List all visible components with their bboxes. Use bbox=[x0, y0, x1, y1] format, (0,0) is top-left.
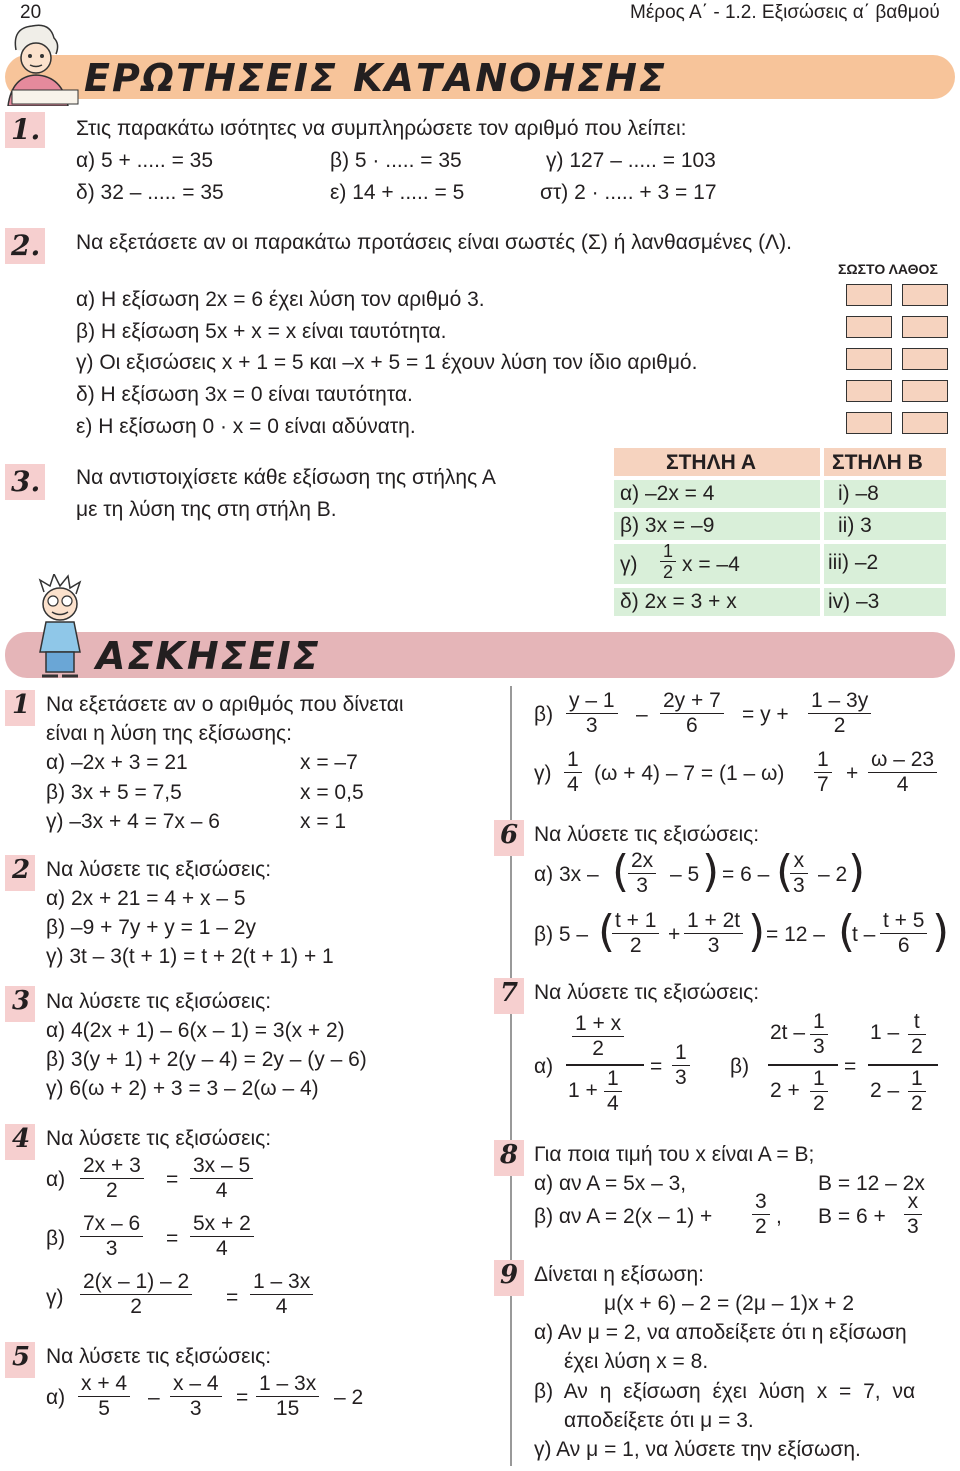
ex4-label-b: β) bbox=[46, 1227, 66, 1250]
table-cell-a1: α) –2x = 4 bbox=[620, 482, 715, 505]
true-checkbox-a[interactable] bbox=[846, 284, 892, 306]
table-cell-a3-fraction: $\frac{1}{2}$ bbox=[660, 541, 676, 582]
ex6-b-t: t – bbox=[852, 923, 876, 946]
ex6-b-fraction-1: $\frac{t + 1}{2}$ bbox=[612, 909, 659, 958]
ex5-line1: Να λύσετε τις εξισώσεις: bbox=[46, 1345, 272, 1368]
ex4-line1: Να λύσετε τις εξισώσεις: bbox=[46, 1127, 272, 1150]
ex6-a-minus-5: – 5 bbox=[670, 863, 700, 886]
false-checkbox-c[interactable] bbox=[902, 348, 948, 370]
exercise-number-4: 4 bbox=[12, 1124, 31, 1154]
ex3-item-a: α) 4(2x + 1) – 6(x – 1) = 3(x + 2) bbox=[46, 1019, 345, 1042]
ex8-b-fraction-1: $\frac{3}{2}$ bbox=[752, 1190, 770, 1239]
q2-column-headers: ΣΩΣΤΟ ΛΑΘΟΣ bbox=[838, 261, 938, 277]
ex8-item-a: α) αν Α = 5x – 3, bbox=[534, 1172, 687, 1195]
ex3-item-b: β) 3(y + 1) + 2(y – 4) = 2y – (y – 6) bbox=[46, 1048, 367, 1071]
ex8-item-b: β) αν Α = 2(x – 1) + bbox=[534, 1205, 713, 1228]
q1-item-e: ε) 14 + ..... = 5 bbox=[330, 181, 465, 204]
ex5-a-minus: – bbox=[148, 1386, 160, 1409]
exercise-number-6: 6 bbox=[500, 820, 519, 850]
true-checkbox-e[interactable] bbox=[846, 412, 892, 434]
q2-item-e: ε) Η εξίσωση 0 · x = 0 είναι αδύνατη. bbox=[76, 415, 416, 438]
q3-text-line2: με τη λύση της στη στήλη Β. bbox=[76, 498, 337, 521]
ex6-a-paren-open-2: ( bbox=[776, 846, 794, 897]
q1-item-a: α) 5 + ..... = 35 bbox=[76, 149, 214, 172]
q2-item-b: β) Η εξίσωση 5x + x = x είναι ταυτότητα. bbox=[76, 320, 447, 343]
ex8-b-fraction-2: $\frac{x}{3}$ bbox=[904, 1190, 922, 1239]
exercise-number-7: 7 bbox=[500, 978, 519, 1008]
table-cell-a2: β) 3x = –9 bbox=[620, 514, 715, 537]
ex5-label-c: γ) bbox=[534, 762, 552, 785]
table-header-b: ΣΤΗΛΗ Β bbox=[832, 451, 923, 474]
ex7-label-b: β) bbox=[730, 1055, 750, 1078]
running-head: Μέρος Α΄ - 1.2. Εξισώσεις α΄ βαθμού bbox=[630, 2, 940, 23]
mascot-girl-icon bbox=[2, 20, 82, 106]
ex7-b-equals: = bbox=[844, 1055, 857, 1078]
ex4-c-equals: = bbox=[226, 1286, 239, 1309]
exercise-number-8: 8 bbox=[500, 1140, 519, 1170]
ex2-line1: Να λύσετε τις εξισώσεις: bbox=[46, 858, 272, 881]
ex5-b-fraction-2: $\frac{2y + 7}{6}$ bbox=[660, 689, 724, 738]
ex9-item-b-line2: αποδείξετε ότι μ = 3. bbox=[564, 1409, 754, 1432]
ex6-b-paren-close-2: ) bbox=[932, 906, 950, 957]
ex8-line1: Για ποια τιμή του x είναι Α = Β; bbox=[534, 1143, 815, 1166]
ex8-item-a-b: Β = 12 – 2x bbox=[818, 1172, 925, 1195]
false-checkbox-d[interactable] bbox=[902, 380, 948, 402]
ex1-item-c-value: x = 1 bbox=[300, 810, 347, 833]
ex5-a-equals: = bbox=[236, 1386, 249, 1409]
ex6-a-paren-open: ( bbox=[612, 846, 630, 897]
ex4-b-equals: = bbox=[166, 1227, 179, 1250]
ex6-a-pre: α) 3x – bbox=[534, 863, 599, 886]
table-cell-b2: ii) 3 bbox=[838, 514, 872, 537]
q1-text: Στις παρακάτω ισότητες να συμπληρώσετε τον αριθμό που λείπει: bbox=[76, 117, 687, 140]
ex5-b-fraction-1: $\frac{y - 1}{3}$ bbox=[566, 689, 618, 738]
ex1-item-a-value: x = –7 bbox=[300, 751, 358, 774]
table-cell-b3: iii) –2 bbox=[828, 551, 879, 574]
ex6-b-mid: = 12 – bbox=[766, 923, 825, 946]
ex5-c-fraction-2: $\frac{1}{7}$ bbox=[814, 748, 832, 797]
ex6-line1: Να λύσετε τις εξισώσεις: bbox=[534, 823, 760, 846]
ex1-item-b: β) 3x + 5 = 7,5 bbox=[46, 781, 182, 804]
ex9-item-b-line1: β) Αν η εξίσωση έχει λύση x = 7, να bbox=[534, 1380, 916, 1403]
ex7-b-complex-fraction-left: 2t – $\frac{1}{3}$ 2 + $\frac{1}{2}$ bbox=[768, 1012, 838, 1116]
table-cell-b4: iv) –3 bbox=[828, 590, 880, 613]
ex4-a-fraction-right: $\frac{3x - 5}{4}$ bbox=[190, 1154, 253, 1203]
q2-item-c: γ) Οι εξισώσεις x + 1 = 5 και –x + 5 = 1 έχουν λύση τον ίδιο αριθμό. bbox=[76, 351, 698, 374]
question-number-2: 2. bbox=[5, 228, 45, 264]
table-cell-a3-label: γ) bbox=[620, 553, 638, 576]
ex5-a-fraction-1: $\frac{x + 4}{5}$ bbox=[78, 1372, 130, 1421]
section-title-comprehension: ΕΡΩΤΗΣΕΙΣ ΚΑΤΑΝΟΗΣΗΣ bbox=[84, 56, 667, 100]
table-cell-a3-rest: x = –4 bbox=[682, 553, 740, 576]
table-header-a: ΣΤΗΛΗ Α bbox=[666, 451, 756, 474]
ex5-b-minus: – bbox=[636, 703, 648, 726]
q1-item-c: γ) 127 – ..... = 103 bbox=[546, 149, 716, 172]
q3-text-line1: Να αντιστοιχίσετε κάθε εξίσωση της στήλης Α bbox=[76, 466, 496, 489]
false-checkbox-e[interactable] bbox=[902, 412, 948, 434]
ex1-item-b-value: x = 0,5 bbox=[300, 781, 364, 804]
ex6-a-fraction-1: $\frac{2x}{3}$ bbox=[628, 849, 656, 898]
q2-item-a: α) Η εξίσωση 2x = 6 έχει λύση τον αριθμό 3. bbox=[76, 288, 485, 311]
exercise-number-9: 9 bbox=[500, 1260, 519, 1290]
ex3-item-c: γ) 6(ω + 2) + 3 = 3 – 2(ω – 4) bbox=[46, 1077, 319, 1100]
ex6-a-mid: = 6 – bbox=[722, 863, 770, 886]
true-checkbox-b[interactable] bbox=[846, 316, 892, 338]
exercise-number-2: 2 bbox=[12, 855, 31, 885]
ex6-a-paren-close-2: ) bbox=[848, 846, 866, 897]
ex2-item-a: α) 2x + 21 = 4 + x – 5 bbox=[46, 887, 246, 910]
ex4-a-equals: = bbox=[166, 1168, 179, 1191]
ex5-b-mid: = y + bbox=[742, 703, 789, 726]
ex4-label-c: γ) bbox=[46, 1286, 64, 1309]
ex2-item-c: γ) 3t – 3(t + 1) = t + 2(t + 1) + 1 bbox=[46, 945, 334, 968]
table-cell-b1: i) –8 bbox=[838, 482, 879, 505]
table-cell-a4: δ) 2x = 3 + x bbox=[620, 590, 737, 613]
question-number-3: 3. bbox=[5, 464, 45, 500]
ex7-a-complex-fraction: $\frac{1 + x}{2}$ 1 + $\frac{1}{4}$ bbox=[566, 1012, 644, 1116]
ex5-a-fraction-2: $\frac{x - 4}{3}$ bbox=[170, 1372, 222, 1421]
ex5-c-mid: (ω + 4) – 7 = (1 – ω) bbox=[594, 762, 785, 785]
ex6-a-fraction-2: $\frac{x}{3}$ bbox=[790, 849, 808, 898]
exercise-number-3: 3 bbox=[12, 986, 31, 1016]
ex6-b-fraction-2: $\frac{1 + 2t}{3}$ bbox=[684, 909, 743, 958]
ex4-b-fraction-right: $\frac{5x + 2}{4}$ bbox=[190, 1212, 254, 1261]
ex8-item-b-b: Β = 6 + bbox=[818, 1205, 886, 1228]
true-checkbox-d[interactable] bbox=[846, 380, 892, 402]
q2-text: Να εξετάσετε αν οι παρακάτω προτάσεις είναι σωστές (Σ) ή λανθασμένες (Λ). bbox=[76, 231, 792, 254]
ex5-c-fraction-1: $\frac{1}{4}$ bbox=[564, 748, 582, 797]
ex7-label-a: α) bbox=[534, 1055, 554, 1078]
ex6-b-paren-open: ( bbox=[598, 906, 616, 957]
ex9-line1: Δίνεται η εξίσωση: bbox=[534, 1263, 704, 1286]
false-checkbox-a[interactable] bbox=[902, 284, 948, 306]
ex5-a-fraction-3: $\frac{1 - 3x}{15}$ bbox=[256, 1372, 319, 1421]
page-number: 20 bbox=[20, 2, 42, 23]
ex9-item-a-line2: έχει λύση x = 8. bbox=[564, 1350, 709, 1373]
q1-item-d: δ) 32 – ..... = 35 bbox=[76, 181, 224, 204]
ex6-a-minus-2: – 2 bbox=[818, 863, 848, 886]
ex4-a-fraction-left: $\frac{2x + 3}{2}$ bbox=[80, 1154, 144, 1203]
question-number-1: 1. bbox=[5, 112, 45, 148]
ex5-b-fraction-3: $\frac{1 - 3y}{2}$ bbox=[808, 689, 871, 738]
ex7-b-complex-fraction-right: 1 – $\frac{t}{2}$ 2 – $\frac{1}{2}$ bbox=[868, 1012, 938, 1116]
ex7-a-equals: = bbox=[650, 1055, 663, 1078]
q1-item-f: στ) 2 · ..... + 3 = 17 bbox=[540, 181, 717, 204]
q1-item-b: β) 5 · ..... = 35 bbox=[330, 149, 462, 172]
ex1-line2: είναι η λύση της εξίσωσης: bbox=[46, 722, 292, 745]
q2-item-d: δ) Η εξίσωση 3x = 0 είναι ταυτότητα. bbox=[76, 383, 413, 406]
ex6-b-paren-open-2: ( bbox=[838, 906, 856, 957]
ex7-line1: Να λύσετε τις εξισώσεις: bbox=[534, 981, 760, 1004]
mascot-boy-icon bbox=[28, 574, 92, 680]
ex3-line1: Να λύσετε τις εξισώσεις: bbox=[46, 990, 272, 1013]
ex5-label-b: β) bbox=[534, 703, 554, 726]
ex4-c-fraction-left: $\frac{2(x - 1) - 2}{2}$ bbox=[80, 1270, 192, 1319]
ex9-item-c: γ) Αν μ = 1, να λύσετε την εξίσωση. bbox=[534, 1438, 861, 1461]
ex6-a-paren-close: ) bbox=[702, 846, 720, 897]
ex4-c-fraction-right: $\frac{1 - 3x}{4}$ bbox=[250, 1270, 313, 1319]
ex7-a-fraction-right: $\frac{1}{3}$ bbox=[672, 1041, 690, 1090]
ex6-b-fraction-3: $\frac{t + 5}{6}$ bbox=[880, 909, 927, 958]
column-divider bbox=[510, 686, 512, 1466]
section-title-exercises: ΑΣΚΗΣΕΙΣ bbox=[96, 634, 321, 678]
ex1-line1: Να εξετάσετε αν ο αριθμός που δίνεται bbox=[46, 693, 404, 716]
true-checkbox-c[interactable] bbox=[846, 348, 892, 370]
ex5-c-plus: + bbox=[846, 762, 859, 785]
ex5-a-tail: – 2 bbox=[334, 1386, 364, 1409]
ex4-b-fraction-left: $\frac{7x - 6}{3}$ bbox=[80, 1212, 143, 1261]
exercise-number-5: 5 bbox=[12, 1342, 31, 1372]
ex6-b-pre: β) 5 – bbox=[534, 923, 589, 946]
ex1-item-c: γ) –3x + 4 = 7x – 6 bbox=[46, 810, 220, 833]
ex5-label-a: α) bbox=[46, 1386, 66, 1409]
exercise-number-1: 1 bbox=[12, 690, 31, 720]
ex6-b-paren-close: ) bbox=[748, 906, 766, 957]
ex1-item-a: α) –2x + 3 = 21 bbox=[46, 751, 188, 774]
ex5-c-fraction-3: $\frac{\omega - 23}{4}$ bbox=[868, 748, 937, 797]
ex4-label-a: α) bbox=[46, 1168, 66, 1191]
ex9-item-a-line1: α) Αν μ = 2, να αποδείξετε ότι η εξίσωση bbox=[534, 1321, 907, 1344]
ex2-item-b: β) –9 + 7y + y = 1 – 2y bbox=[46, 916, 256, 939]
false-checkbox-b[interactable] bbox=[902, 316, 948, 338]
ex8-b-comma: , bbox=[776, 1205, 782, 1228]
ex9-equation: μ(x + 6) – 2 = (2μ – 1)x + 2 bbox=[604, 1292, 855, 1315]
ex6-b-plus: + bbox=[668, 923, 681, 946]
